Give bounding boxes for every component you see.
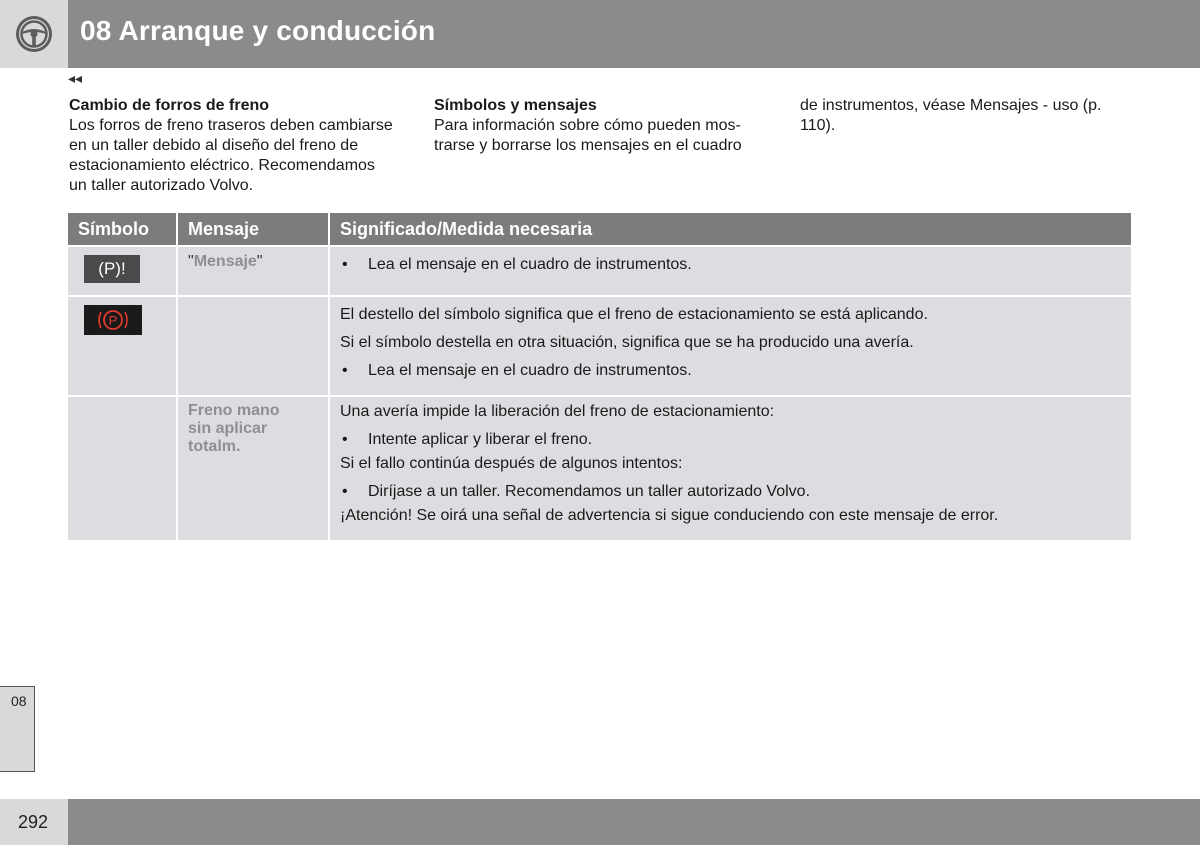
- text-item: Si el símbolo destella en otra situación, significa que se ha producido una avería.: [340, 334, 914, 351]
- column-line: 110).: [800, 117, 836, 134]
- header-icon-box: [0, 0, 68, 68]
- table-header-row: [68, 213, 1131, 246]
- column-heading: Cambio de forros de freno: [69, 97, 270, 114]
- table-row: [68, 396, 1131, 540]
- column-line: Para información sobre cómo pueden mos-: [434, 117, 741, 134]
- symbol-cell: [68, 246, 177, 296]
- footer-band: [68, 799, 1200, 845]
- chapter-tab-label: 08: [11, 693, 27, 709]
- column-header-meaning: Significado/Medida necesaria: [329, 213, 1131, 246]
- symbols-table: [68, 213, 1131, 540]
- message-label: Mensaje: [193, 253, 257, 270]
- bullet-item: • Intente aplicar y liberar el freno.: [340, 428, 1121, 452]
- continue-mark: ◂◂: [68, 70, 83, 86]
- page-title: 08 Arranque y conducción: [80, 15, 436, 46]
- bullet-item: • Diríjase a un taller. Recomendamos un taller autorizado Volvo.: [340, 480, 1121, 504]
- parking-brake-icon: [84, 305, 142, 335]
- quote-mark: ": [256, 253, 263, 270]
- message-cell: [177, 246, 329, 296]
- text-item: Una avería impide la liberación del freno de estacionamiento:: [340, 403, 775, 420]
- column-line: trarse y borrarse los mensajes en el cuadro: [434, 137, 742, 154]
- meaning-cell: [329, 396, 1131, 540]
- text-item: ¡Atención! Se oirá una señal de advertencia si sigue conduciendo con este mensaje de error.: [340, 507, 999, 524]
- bullet-item: • Lea el mensaje en el cuadro de instrumentos.: [340, 359, 1121, 387]
- column-line: de instrumentos, véase Mensajes - uso (p.: [800, 97, 1102, 114]
- parking-brake-symbol: [84, 305, 142, 335]
- symbol-cell: [68, 396, 177, 540]
- bullet-item: • Lea el mensaje en el cuadro de instrumentos.: [340, 253, 1121, 281]
- column-header-symbol: Símbolo: [68, 213, 177, 246]
- column-line: en un taller debido al diseño del freno de: [69, 137, 359, 154]
- parking-brake-letter: P: [108, 313, 118, 328]
- chapter-tab: [0, 686, 35, 772]
- meaning-cell: [329, 246, 1131, 296]
- column-line: estacionamiento eléctrico. Recomendamos: [69, 157, 375, 174]
- column-line: Los forros de freno traseros deben cambiarse: [69, 117, 393, 134]
- column-header-message: Mensaje: [177, 213, 329, 246]
- text-column-3: [800, 96, 1130, 136]
- parking-warning-symbol: (P)!: [84, 255, 140, 283]
- text-column-2: [434, 96, 764, 156]
- symbol-cell: [68, 296, 177, 396]
- column-line: un taller autorizado Volvo.: [69, 177, 254, 194]
- table-row: [68, 246, 1131, 296]
- message-label-line: Freno mano: [188, 402, 280, 419]
- page-number: 292: [18, 812, 49, 832]
- message-label-line: sin aplicar: [188, 420, 268, 437]
- text-item: Si el fallo continúa después de algunos intentos:: [340, 455, 683, 472]
- text-item: El destello del símbolo significa que el freno de estacionamiento se está aplicando.: [340, 306, 928, 323]
- message-cell: [177, 296, 329, 396]
- message-cell: [177, 396, 329, 540]
- quote-mark: ": [188, 253, 194, 270]
- message-label-line: totalm.: [188, 438, 241, 455]
- table-row: [68, 296, 1131, 396]
- text-column-1: [69, 96, 409, 196]
- column-heading: Símbolos y mensajes: [434, 97, 597, 114]
- meaning-cell: [329, 296, 1131, 396]
- steering-wheel-icon: [14, 14, 54, 54]
